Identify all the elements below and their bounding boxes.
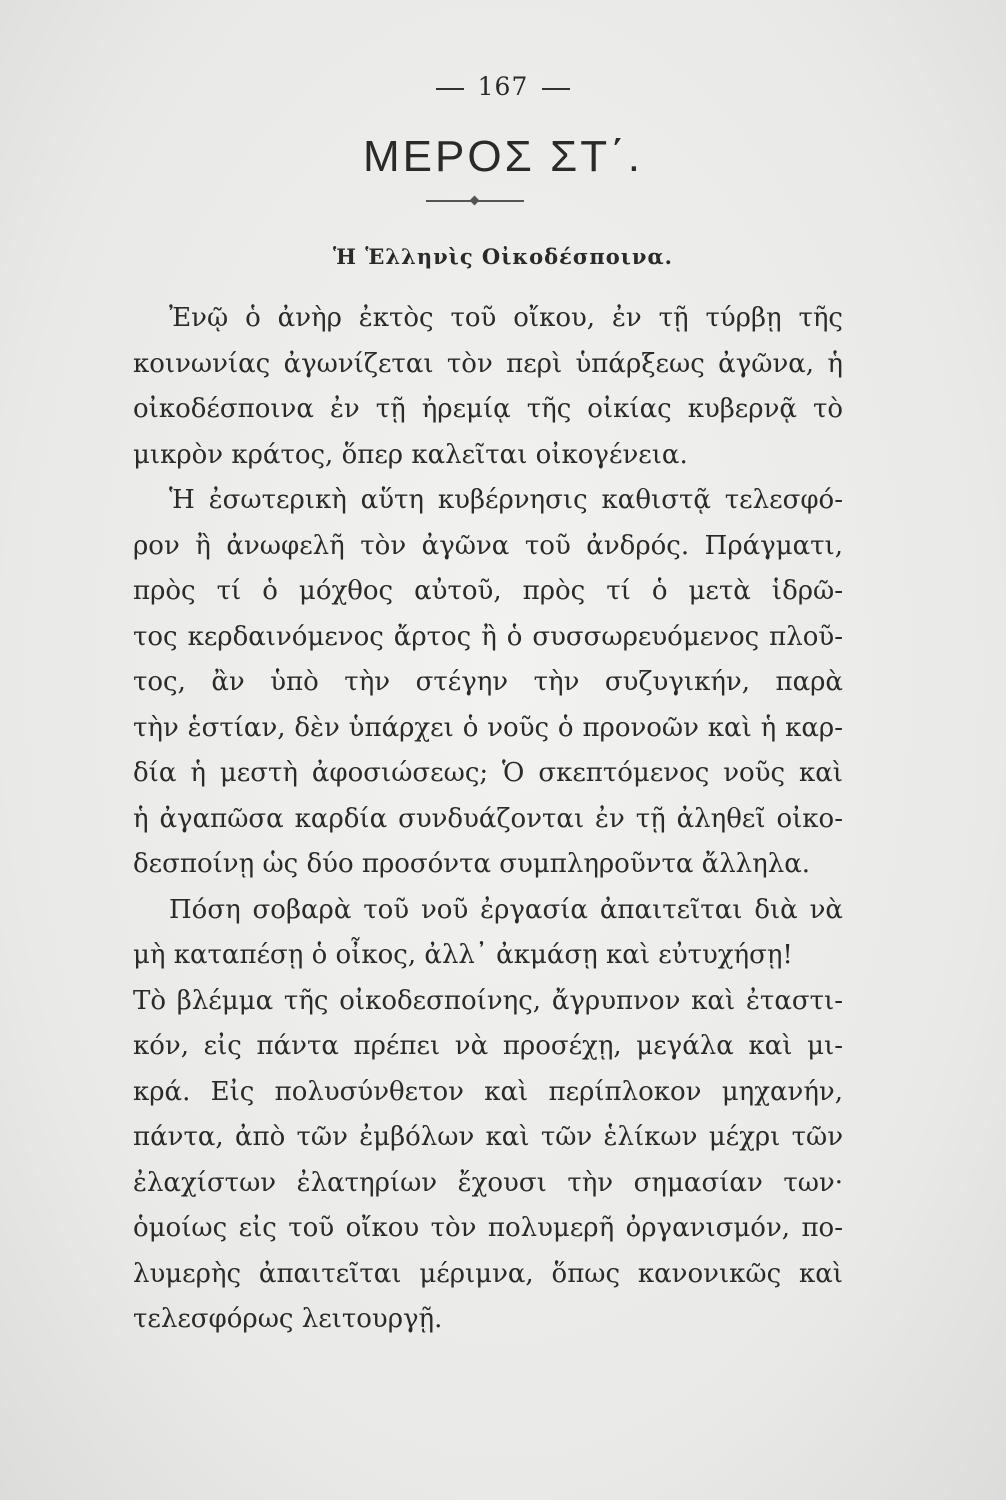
page-number-dash-left [436,88,464,90]
text-line: κόν, εἰς πάντα πρέπει νὰ προσέχῃ, μεγάλα καὶ μι- [133,1031,843,1061]
page-number-dash-right [542,88,570,90]
part-title: ΜΕΡΟΣ ΣΤ΄. [363,132,643,181]
text-line: λυμερὴς ἀπαιτεῖται μέριμνα, ὅπως κανονικῶς καὶ [133,1258,843,1289]
text-line: ἡ ἀγαπῶσα καρδία συνδυάζονται ἐν τῇ ἀληθεῖ οἰκο- [133,803,843,834]
text-line: δία ἡ μεστὴ ἀφοσιώσεως; Ὁ σκεπτόμενος νοῦς καὶ [133,758,843,788]
divider-ornament [426,200,524,202]
text-line: Ἡ ἐσωτερικὴ αὕτη κυβέρνησις καθιστᾷ τελεσφό- [169,485,843,515]
text-line: Πόση σοβαρὰ τοῦ νοῦ ἐργασία ἀπαιτεῖται διὰ νὰ [169,894,843,925]
page-number-text: 167 [477,72,529,101]
text-line: ἐλαχίστων ἐλατηρίων ἔχουσι τὴν σημασίαν των· [133,1167,843,1198]
text-line: ρον ἢ ἀνωφελῆ τὸν ἀγῶνα τοῦ ἀνδρός. Πράγματι, [133,530,843,561]
text-line: τος, ἂν ὑπὸ τὴν στέγην τὴν συζυγικήν, παρὰ [133,667,843,697]
text-line: οἰκοδέσποινα ἐν τῇ ἠρεμίᾳ τῆς οἰκίας κυβερνᾷ τὸ [133,394,843,424]
text-line: ὁμοίως εἰς τοῦ οἴκου τὸν πολυμερῆ ὀργανισμόν, πο- [133,1213,843,1243]
text-line: μικρὸν κράτος, ὅπερ καλεῖται οἰκογένεια. [133,439,688,470]
text-line: Ἐνῷ ὁ ἀνὴρ ἐκτὸς τοῦ οἴκου, ἐν τῇ τύρβῃ τῆς [169,303,843,333]
body-text [133,296,843,1343]
text-line: μὴ καταπέσῃ ὁ οἶκος, ἀλλ᾽ ἀκμάσῃ καὶ εὐτυχήσῃ! [133,940,793,970]
text-line: δεσποίνῃ ὡς δύο προσόντα συμπληροῦντα ἄλληλα. [133,849,811,879]
section-title: Ἡ Ἑλληνὶς Οἰκοδέσποινα. [333,244,673,269]
text-line: πάντα, ἀπὸ τῶν ἐμβόλων καὶ τῶν ἑλίκων μέχρι τῶν [133,1122,843,1152]
text-line: κοινωνίας ἀγωνίζεται τὸν περὶ ὑπάρξεως ἀγῶνα, ἡ [133,348,843,379]
text-line: τελεσφόρως λειτουργῇ. [133,1304,443,1334]
text-line: κρά. Εἰς πολυσύνθετον καὶ περίπλοκον μηχανήν, [133,1076,843,1107]
text-line: τὴν ἑστίαν, δὲν ὑπάρχει ὁ νοῦς ὁ προνοῶν καὶ ἡ καρ- [133,712,843,743]
page-number [0,72,1006,101]
text-line: πρὸς τί ὁ μόχθος αὐτοῦ, πρὸς τί ὁ μετὰ ἱδρῶ- [133,576,843,606]
text-line: τος κερδαινόμενος ἄρτος ἢ ὁ συσσωρευόμενος πλοῦ- [133,621,843,652]
text-line: Τὸ βλέμμα τῆς οἰκοδεσποίνης, ἄγρυπνον καὶ ἐταστι- [133,985,843,1016]
